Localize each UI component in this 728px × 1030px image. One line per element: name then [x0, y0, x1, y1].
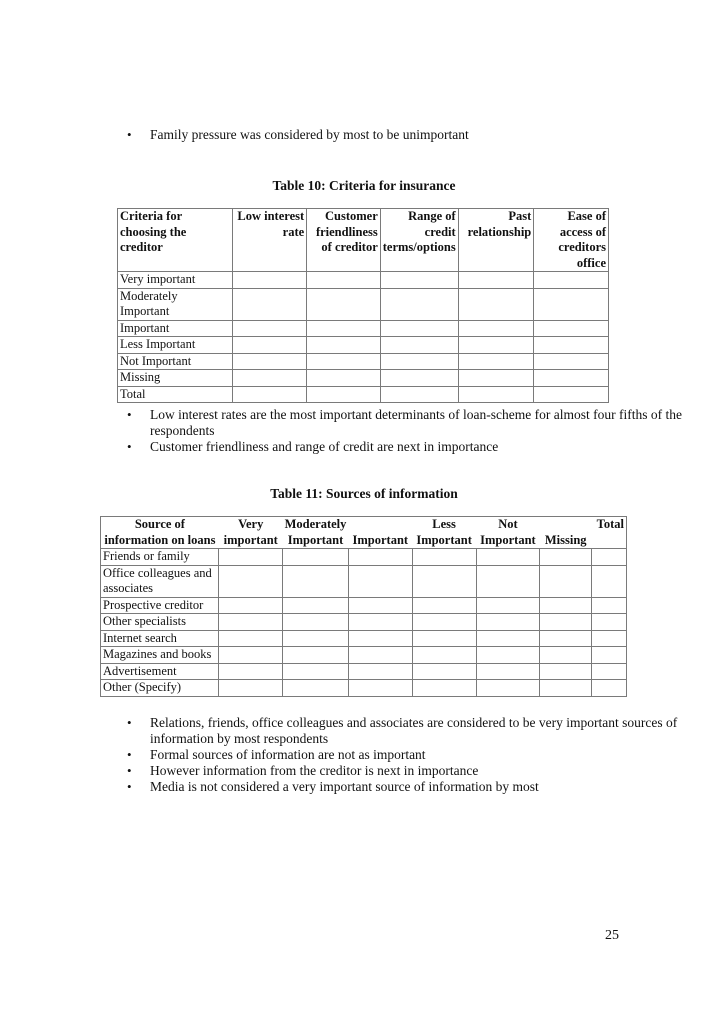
table-row — [118, 288, 609, 320]
row-label: Missing — [118, 370, 233, 387]
page-number: 25 — [605, 928, 619, 943]
row-label: Other specialists — [101, 614, 219, 631]
row-label: Moderately Important — [118, 288, 233, 320]
table-row — [118, 272, 609, 289]
table11-header-important: Important — [348, 517, 412, 549]
table11-header-moderately: Moderately Important — [284, 517, 347, 547]
intro-bullets — [120, 127, 469, 143]
table11-header-source: Source of information on loans — [101, 517, 219, 549]
bullet-item: • Relations, friends, office colleagues and associates are considered to be very important sources of information by most respondents — [120, 715, 728, 747]
table10-header-criteria: Criteria for choosing the creditor — [118, 209, 233, 272]
table-row — [101, 647, 627, 664]
row-label: Less Important — [118, 337, 233, 354]
row-label: Total — [118, 386, 233, 403]
table10-header-low-interest: Low interest rate — [232, 209, 306, 272]
table11-header-missing: Missing — [540, 517, 592, 549]
table-row — [118, 370, 609, 387]
table10-header-range: Range of credit terms/options — [380, 209, 458, 272]
row-label: Friends or family — [101, 549, 219, 566]
table-row — [101, 663, 627, 680]
row-label: Important — [118, 320, 233, 337]
table-row — [118, 386, 609, 403]
bullet-item: • Media is not considered a very important source of information by most — [120, 779, 728, 795]
bullet-item: • Formal sources of information are not as important — [120, 747, 728, 763]
table11-header-total: Total — [592, 517, 627, 549]
table-row — [101, 614, 627, 631]
row-label: Magazines and books — [101, 647, 219, 664]
table-row — [101, 680, 627, 697]
bullet-item: • Customer friendliness and range of credit are next in importance — [120, 439, 728, 455]
table11-header-less: Less Important — [412, 517, 476, 549]
row-label: Not Important — [118, 353, 233, 370]
table10 — [117, 208, 609, 403]
bullets-after-table11 — [120, 715, 728, 795]
table11 — [100, 516, 627, 697]
table-row — [118, 320, 609, 337]
bullet-item: • However information from the creditor is next in importance — [120, 763, 728, 779]
bullet-item: • Low interest rates are the most important determinants of loan-scheme for almost four fifths of the respondents — [120, 407, 728, 439]
row-label: Prospective creditor — [101, 597, 219, 614]
table10-header-ease: Ease of access of creditors office — [534, 209, 609, 272]
table-row — [101, 549, 627, 566]
table-row — [118, 353, 609, 370]
table10-caption: Table 10: Criteria for insurance — [272, 178, 456, 193]
table11-header-very: Very important — [219, 517, 283, 549]
row-label: Advertisement — [101, 663, 219, 680]
row-label: Very important — [118, 272, 233, 289]
bullet-item: • Family pressure was considered by most to be unimportant — [120, 127, 469, 143]
row-label: Other (Specify) — [101, 680, 219, 697]
table-row — [101, 630, 627, 647]
table10-header-friendliness: Customer friendliness of creditor — [307, 209, 381, 272]
table10-header-past: Past relationship — [458, 209, 534, 272]
table-row — [118, 337, 609, 354]
table11-header-not: Not Important — [476, 517, 540, 549]
bullets-after-table10 — [120, 407, 728, 455]
row-label: Internet search — [101, 630, 219, 647]
row-label: Office colleagues and associates — [101, 565, 219, 597]
table-row — [101, 565, 627, 597]
table11-caption: Table 11: Sources of information — [270, 486, 458, 501]
table-row — [101, 597, 627, 614]
